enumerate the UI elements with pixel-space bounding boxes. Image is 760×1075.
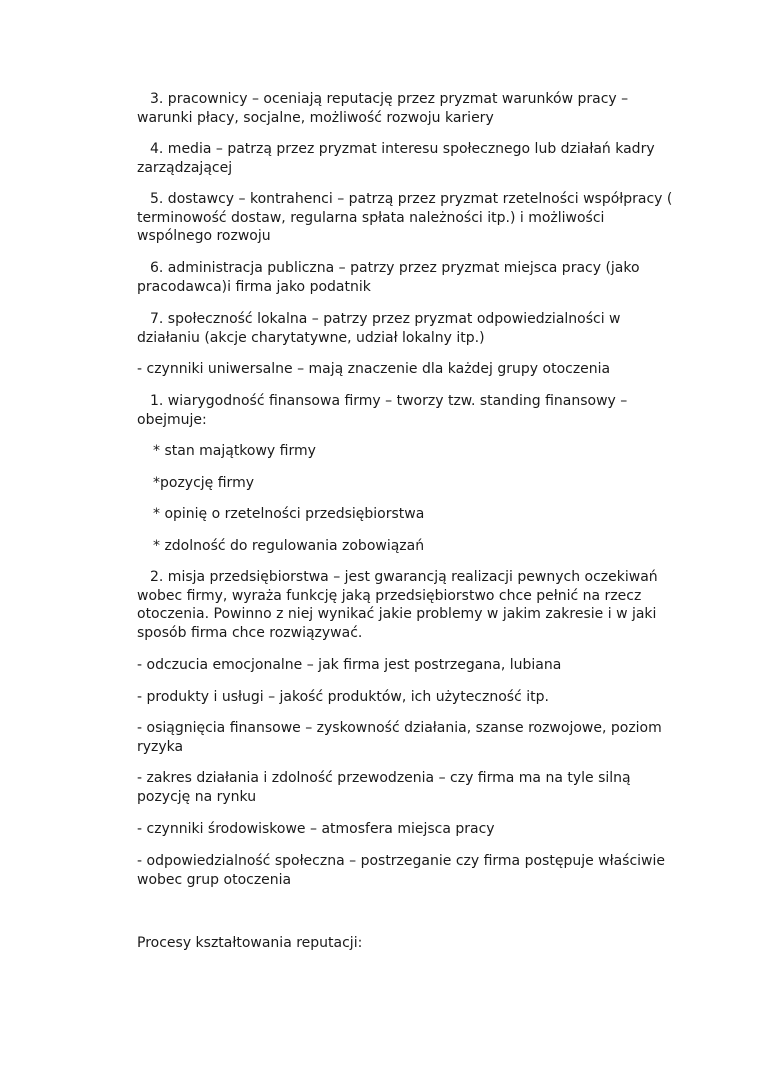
bullet-liability-capacity: * zdolność do regulowania zobowiązań <box>153 538 425 554</box>
paragraph-universal-factors: - czynniki uniwersalne – mają znaczenie dla każdej grupy otoczenia <box>137 361 611 377</box>
paragraph-financial-credibility: 1. wiarygodność finansowa firmy – tworzy tzw. standing finansowy – obejmuje: <box>137 393 628 428</box>
bullet-reliability-opinion: * opinię o rzetelności przedsiębiorstwa <box>153 506 425 522</box>
paragraph-financial-achievements: - osiągnięcia finansowe – zyskowność działania, szanse rozwojowe, poziom ryzyka <box>137 720 662 755</box>
paragraph-media: 4. media – patrzą przez pryzmat interesu społecznego lub działań kadry zarządzającej <box>137 141 655 176</box>
paragraph-suppliers: 5. dostawcy – kontrahenci – patrzą przez pryzmat rzetelności współpracy ( terminowość dostaw, regularna spłata należności itp.) i możliwości wspólnego rozwoju <box>137 191 673 244</box>
paragraph-local-community: 7. społeczność lokalna – patrzy przez pryzmat odpowiedzialności w działaniu (akcje charytatywne, udział lokalny itp.) <box>137 311 621 346</box>
paragraph-reputation-processes: Procesy kształtowania reputacji: <box>137 935 363 951</box>
bullet-company-position: *pozycję firmy <box>153 475 254 491</box>
paragraph-public-administration: 6. administracja publiczna – patrzy przez pryzmat miejsca pracy (jako pracodawca)i firma jako podatnik <box>137 260 640 295</box>
paragraph-environmental-factors: - czynniki środowiskowe – atmosfera miejsca pracy <box>137 821 495 837</box>
paragraph-emotional-perception: - odczucia emocjonalne – jak firma jest postrzegana, lubiana <box>137 657 562 673</box>
paragraph-company-mission: 2. misja przedsiębiorstwa – jest gwarancją realizacji pewnych oczekiwań wobec firmy, wyraża funkcję jaką przedsiębiorstwo chce pełnić na rzecz otoczenia. Powinno z niej wynikać jakie problemy w jakim zakresie i w jaki sposób firma chce rozwiązywać. <box>137 569 658 641</box>
paragraph-social-responsibility: - odpowiedzialność społeczna – postrzeganie czy firma postępuje właściwie wobec grup otoczenia <box>137 853 665 888</box>
paragraph-products-services: - produkty i usługi – jakość produktów, ich użyteczność itp. <box>137 689 549 705</box>
paragraph-employees: 3. pracownicy – oceniają reputację przez pryzmat warunków pracy – warunki płacy, socjalne, możliwość rozwoju kariery <box>137 91 629 126</box>
bullet-asset-status: * stan majątkowy firmy <box>153 443 316 459</box>
paragraph-scope-leadership: - zakres działania i zdolność przewodzenia – czy firma ma na tyle silną pozycję na rynku <box>137 770 631 805</box>
